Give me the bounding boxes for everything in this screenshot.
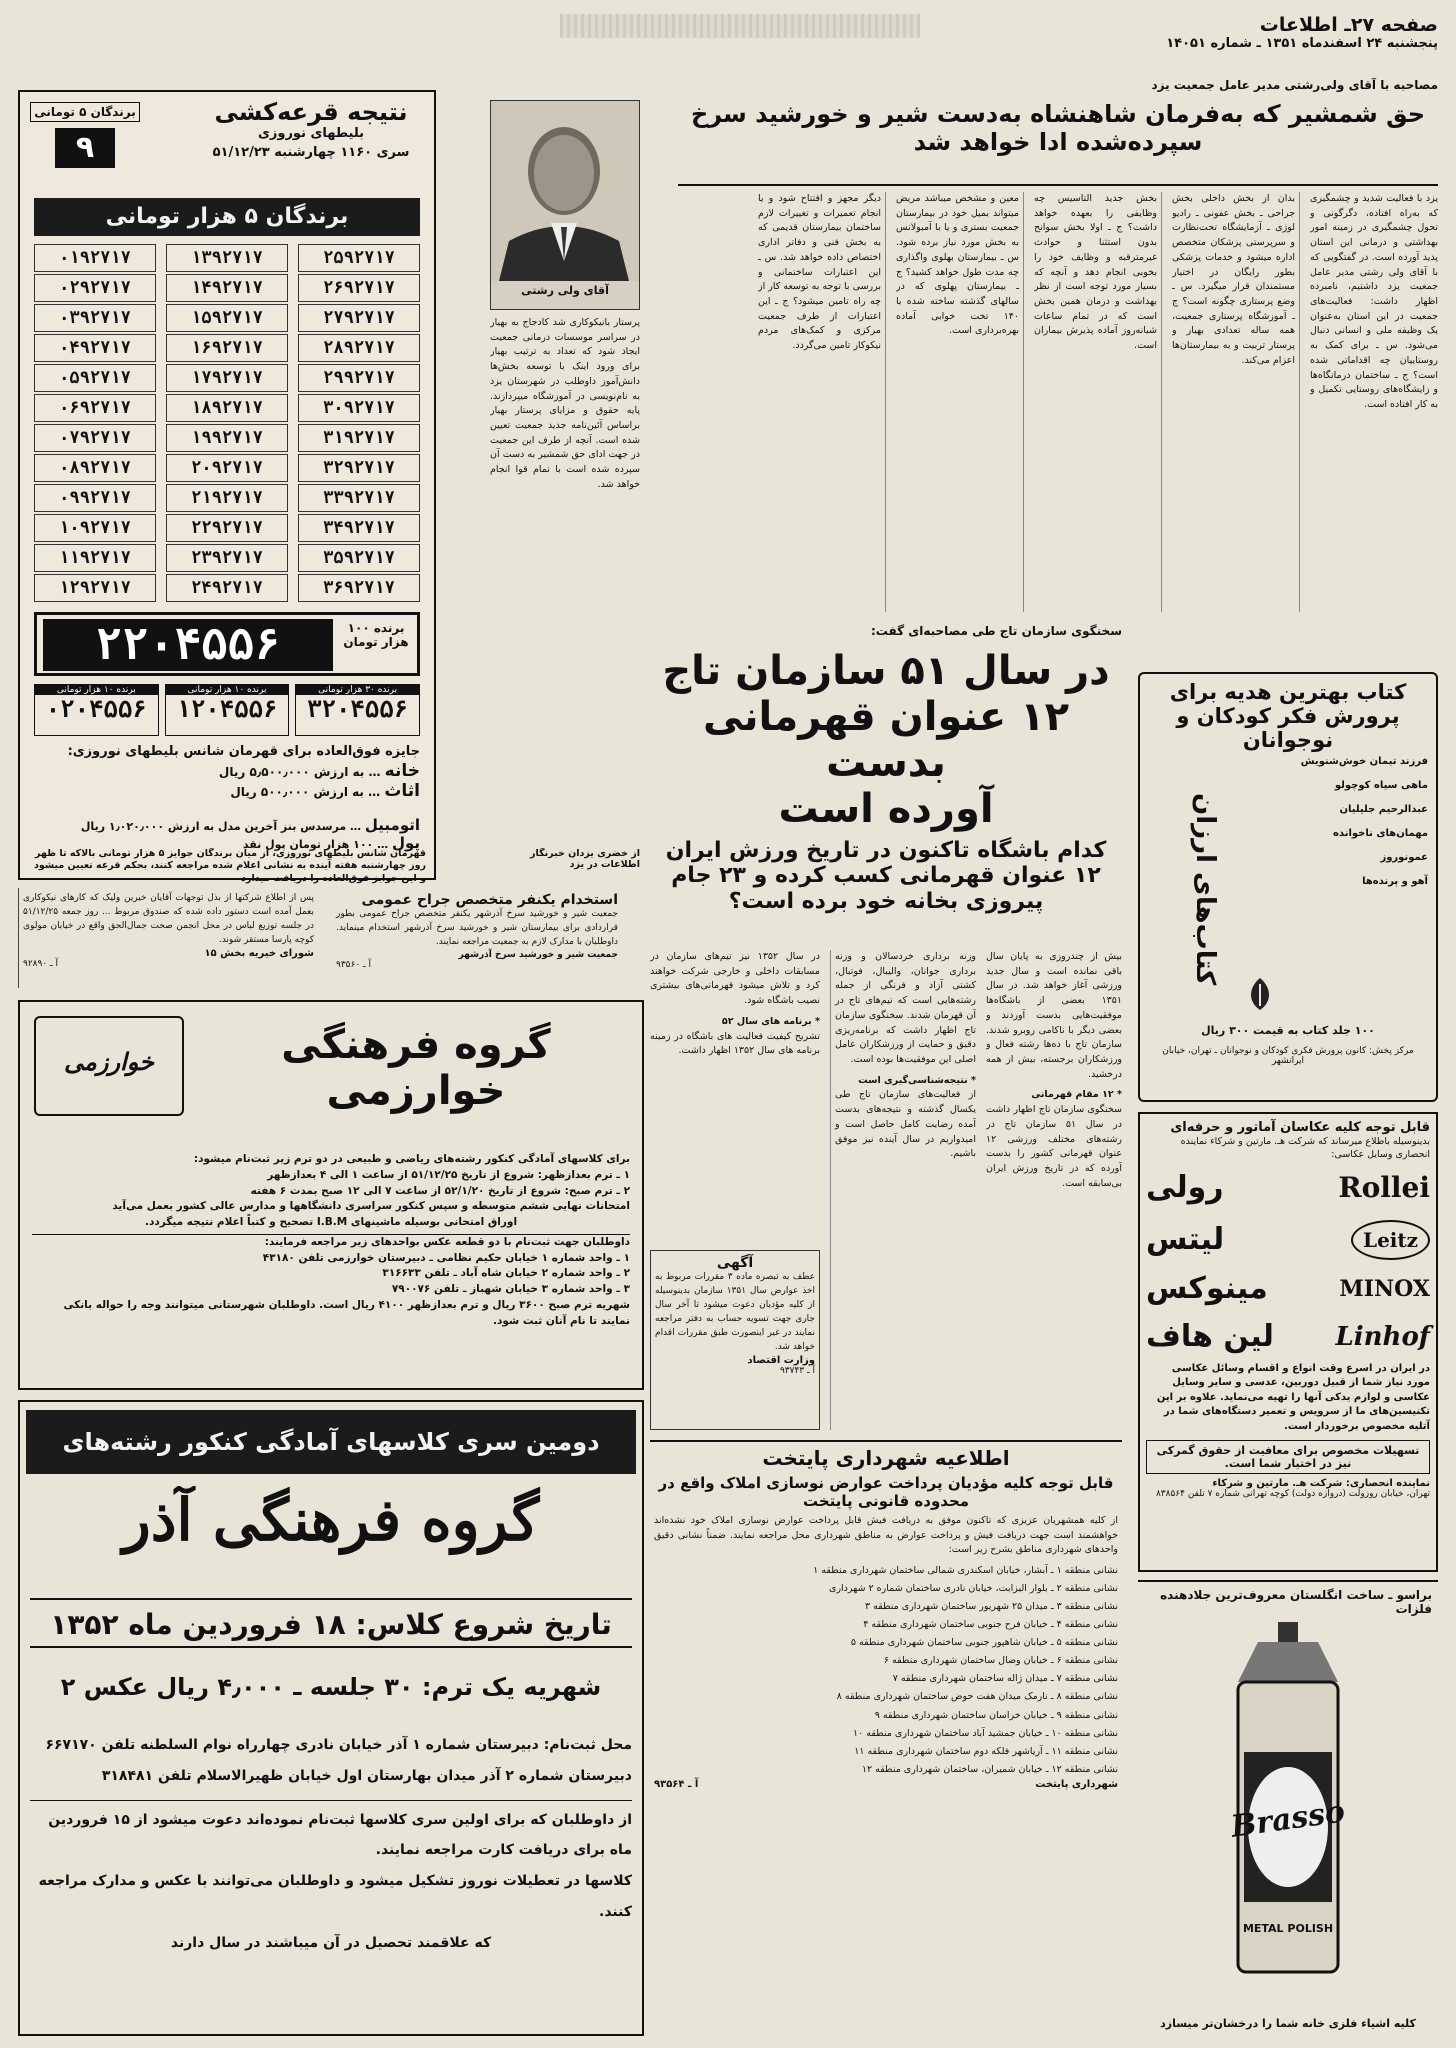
interview-kicker bbox=[448, 78, 1438, 98]
taj-section-1: * ۱۲ مقام قهرمانی bbox=[1031, 1089, 1122, 1101]
kharazmi-intro: برای کلاسهای آمادگی کنکور رشته‌های ریاضی و طبیعی در دو ترم زیر ثبت‌نام میشود: bbox=[193, 1153, 630, 1165]
book-emblem-icon bbox=[1240, 974, 1280, 1014]
grand-prize-number: ۲۲۰۴۵۵۶ bbox=[43, 619, 333, 671]
camera-ad-body: در ایران در اسرع وقت انواع و اقسام وسائل عکاسی مورد نیاز شما از قبیل دوربین، عدسی و سایر وسایل عکاسی و لوازم یدکی آنها را تهیه می‌نماید. علاوه بر این تکنیسین‌های ما از سرویس و تعمیر دستگاه‌های شما در آتلیه مخصوص برخوردار است. bbox=[1156, 1362, 1430, 1432]
azar-start-date: تاریخ شروع کلاس: ۱۸ فروردین ماه ۱۳۵۲ bbox=[30, 1598, 632, 1648]
taj-section-2-text: از فعالیت‌های سازمان تاج طی یکسال گذشته و نتیجه‌های بدست آمده رضایت کامل حاصل است و امیدواریم در سال آینده نیز موفق باشیم. bbox=[835, 1089, 976, 1160]
kharazmi-unit: ۲ ـ واحد شماره ۲ خیابان شاه آباد ـ تلفن ۳۱۶۶۳۳ bbox=[382, 1267, 630, 1280]
lottery-number: ۲۰۹۲۷۱۷ bbox=[166, 454, 288, 482]
taj-col-2-text: وزنه برداری خردسالان و وزنه برداری جوانان، والیبال، فوتبال، کشتی آزاد و فرنگی از جمله رشته‌هایی است که تیم‌های تاج در آن قهرمان شدند. سخنگوی سازمان تاج اظهار داشت که برنامه‌ریزی دقیق و حمایت از ورزشکاران عامل اصلی این موفقیت‌ها بوده است. bbox=[835, 951, 976, 1066]
kharazmi-body bbox=[32, 1152, 630, 1382]
interview-col-5: دیگر مجهز و افتتاح شود و یا انجام تعمیرات و تغییرات لازم ساختمان بیمارستان قدیمی که به بخش فنی و دفاتر اداری اختصاص داده خواهد شد. س ـ این اعتبارات ساختمانی و بررسی با توجه به توسعه کار از چه راه تامین میشود؟ ج ـ این اعتبارات از طرف جمعیت مرکزی و کمک‌های مردم نیکوکار تامین می‌گردد. bbox=[758, 192, 886, 612]
interview-headline-1: حق شمشیر که به‌فرمان شاهنشاه به‌دست شیر و خورشید سرخ bbox=[690, 100, 1426, 128]
azar-name: گروه فرهنگی آذر bbox=[122, 1486, 540, 1554]
kharazmi-logo-text: خوارزمی bbox=[64, 1048, 154, 1076]
lottery-number: ۲۳۹۲۷۱۷ bbox=[166, 544, 288, 572]
special-prize-value: به ارزش ۵۰۰٫۰۰۰ ریال bbox=[230, 785, 364, 799]
five-toman-digit: ۹ bbox=[55, 128, 115, 168]
kharazmi-title-1: گروه فرهنگی bbox=[281, 1022, 551, 1068]
brand-latin: Linhof bbox=[1335, 1321, 1430, 1352]
taj-section-2: * نتیجه‌شناسی‌گیری است bbox=[858, 1074, 976, 1086]
lottery-number: ۳۶۹۲۷۱۷ bbox=[298, 574, 420, 602]
sub-prize-number: ۰۲۰۴۵۵۶ bbox=[45, 695, 147, 723]
taj-col-3 bbox=[650, 950, 820, 1240]
special-prize-value: ۱۰۰ هزار تومان پول نقد bbox=[242, 838, 374, 851]
tax-region: نشانی منطقه ۵ ـ خیابان شاهپور جنوبی ساختمان شهرداری منطقه ۵ bbox=[850, 1637, 1118, 1649]
small-notice-body: عطف به تبصره ماده ۳ مقررات مربوط به اخذ عوارض سال ۱۳۵۱ سازمان بدینوسیله از کلیه مؤدیان دعوت میشود تا آخر سال جاری جهت تسویه حساب به دفتر مراجعه نمایند در غیر اینصورت طبق مقررات اقدام خواهد شد. bbox=[655, 1272, 815, 1352]
taj-col-2 bbox=[830, 950, 976, 1430]
kharazmi-fee: شهریه ترم صبح ۳۶۰۰ ریال و ترم بعدازظهر ۴۱۰۰ ریال است. داوطلبان شهرستانی میتوانند وجه را حواله بانکی نمایند تا نام آنان ثبت شود. bbox=[63, 1298, 630, 1327]
small-notice-title: آگهی bbox=[716, 1255, 754, 1271]
lottery-number: ۱۶۹۲۷۱۷ bbox=[166, 334, 288, 362]
kharazmi-ibm: اوراق امتحانی بوسیله ماشینهای I.B.M تصحیح و کتباً اعلام نتیجه میگردد. bbox=[144, 1216, 518, 1228]
tax-region: نشانی منطقه ۳ ـ میدان ۲۵ شهریور ساختمان شهرداری منطقه ۳ bbox=[864, 1601, 1118, 1613]
lottery-number: ۳۴۹۲۷۱۷ bbox=[298, 514, 420, 542]
azar-fee: شهریه یک ترم: ۳۰ جلسه ـ ۴٫۰۰۰ ریال عکس ۲ bbox=[60, 1673, 602, 1701]
special-prize-row: اثاث … به ارزش ۵۰۰٫۰۰۰ ریال bbox=[230, 781, 420, 801]
brasso-can bbox=[1218, 1622, 1358, 1982]
brand-persian: لیتس bbox=[1146, 1222, 1225, 1258]
book-footer: مرکز پخش: کانون پرورش فکری کودکان و نوجوانان ـ تهران، خیابان ایرانشهر bbox=[1162, 1046, 1414, 1066]
portrait-image bbox=[490, 101, 639, 281]
charity-notice-body: پس از اطلاع شرکتها از بذل توجهات آقایان خیرین ولیک که کارهای نیکوکاری بعمل آمده است دستور داده شده که صندوق مربوط ... روز جمعه ۵۱/۱۲/۲۵ در جلسه توزیع لباس در محل انجمن صحت جمال‌الحق واقع در خیابان مولوی کوچه پارسا مستقر شوند. bbox=[23, 893, 314, 945]
kharazmi-unit: ۱ ـ واحد شماره ۱ خیابان حکیم نظامی ـ دبیرستان خوارزمی تلفن ۴۳۱۸۰ bbox=[262, 1251, 630, 1264]
kharazmi-logo bbox=[34, 1016, 184, 1116]
taj-col-1-text: بیش از چندروزی به پایان سال باقی نمانده است و سال جدید ورزشی آغاز خواهد شد. در سال ۱۳۵۱ بعضی از باشگاه‌ها موفقیت‌هایی بدست آوردند و بعضی دیگر با ناکامی روبرو شدند. سازمان تاج با ده‌ها رشته فعال و ورزشکاران برجسته، بیش از همه درخشید. bbox=[986, 951, 1122, 1080]
reporter-credit: از خضری یزدان خبرنگار اطلاعات در یزد bbox=[530, 848, 640, 870]
lottery-number: ۳۱۹۲۷۱۷ bbox=[298, 424, 420, 452]
special-prize-row: پول … ۱۰۰ هزار تومان پول نقد bbox=[242, 834, 420, 852]
lottery-number: ۱۷۹۲۷۱۷ bbox=[166, 364, 288, 392]
lottery-number: ۲۴۹۲۷۱۷ bbox=[166, 574, 288, 602]
brand-latin: MINOX bbox=[1339, 1275, 1430, 1302]
tax-region: نشانی منطقه ۴ ـ خیابان فرح جنوبی ساختمان شهرداری منطقه ۴ bbox=[863, 1619, 1118, 1631]
doctor-ad-title: استخدام یکنفر متخصص جراح عمومی bbox=[361, 892, 618, 908]
lottery-number: ۱۳۹۲۷۱۷ bbox=[166, 244, 288, 272]
sub-prize-number: ۱۲۰۴۵۵۶ bbox=[176, 695, 278, 723]
tax-notice-title-2: محدوده قانونی پایتخت bbox=[802, 1492, 970, 1510]
tax-region: نشانی منطقه ۱۱ ـ آریاشهر فلکه دوم ساختمان شهرداری منطقه ۱۱ bbox=[854, 1745, 1118, 1757]
lottery-results-box bbox=[18, 90, 436, 880]
lottery-number: ۰۸۹۲۷۱۷ bbox=[34, 454, 156, 482]
charity-notice-code: آ ـ ۹۲۸۹۰ bbox=[23, 958, 59, 969]
lottery-number: ۲۲۹۲۷۱۷ bbox=[166, 514, 288, 542]
book-side-title: کتاب‌های ارزان bbox=[1190, 792, 1220, 986]
kharazmi-reg-title: داوطلبان جهت ثبت‌نام با دو قطعه عکس بواحدهای زیر مراجعه فرمایند: bbox=[32, 1234, 630, 1251]
book-ad bbox=[1138, 672, 1438, 1102]
book-item: آهو و پرنده‌ها bbox=[1362, 876, 1428, 887]
azar-note: کلاسها در تعطیلات نوروز تشکیل میشود و داوطلبان می‌توانند با عکس و مدارک مراجعه کنند. bbox=[38, 1873, 632, 1920]
taj-sub-1: کدام باشگاه تاکنون در تاریخ ورزش ایران bbox=[665, 838, 1107, 863]
charity-notice bbox=[18, 888, 318, 988]
doctor-ad-code: آ ـ ۹۳۵۶۰ bbox=[336, 959, 372, 970]
lottery-number: ۱۱۹۲۷۱۷ bbox=[34, 544, 156, 572]
tax-region: نشانی منطقه ۷ ـ میدان ژاله ساختمان شهرداری منطقه ۷ bbox=[892, 1673, 1118, 1685]
interview-kicker-text: مصاحبه با آقای ولی‌رشتی مدیر عامل جمعیت یزد bbox=[1151, 78, 1438, 92]
sub-prize-label: برنده ۱۰ هزار تومانی bbox=[35, 685, 158, 695]
taj-col-3-text: در سال ۱۳۵۲ نیز تیم‌های سازمان در مسابقات داخلی و خارجی شرکت خواهند کرد و تلاش میشود قهرمانی‌های بیشتری نصیب باشگاه شود. bbox=[650, 951, 820, 1007]
tax-notice bbox=[650, 1440, 1122, 2036]
lottery-number: ۲۶۹۲۷۱۷ bbox=[298, 274, 420, 302]
small-notice bbox=[650, 1250, 820, 1430]
brasso-ad bbox=[1138, 1580, 1438, 2036]
brasso-footer: کلیه اشیاء فلزی خانه شما را درخشان‌تر میسازد bbox=[1160, 2017, 1416, 2030]
camera-ad-benefit: تسهیلات مخصوص برای معافیت از حقوق گمرکی نیز در اختیار شما است. bbox=[1146, 1440, 1430, 1474]
sub-prize-number: ۳۲۰۴۵۵۶ bbox=[307, 695, 409, 723]
taj-section-1-text: سخنگوی سازمان تاج اظهار داشت در سال ۵۱ سازمان تاج در رشته‌های مختلف ورزشی ۱۲ عنوان قهرمانی کشور را بدست آورده که در تاریخ ورزش ایران بی‌سابقه است. bbox=[986, 1104, 1122, 1189]
small-notice-sign: وزارت اقتصاد bbox=[747, 1354, 815, 1366]
doctor-ad-sign: جمعیت شیر و خورشید سرخ آذرشهر bbox=[458, 949, 618, 960]
taj-kicker bbox=[650, 624, 1122, 644]
brand-row bbox=[1146, 1162, 1430, 1214]
interview-col-4: معین و مشخص میباشد مریض میتواند بمیل خود در بیمارستان جمعیت بستری و یا با آمبولانس به بخش مورد نیاز برده شود. س ـ بیمارستان بهلوی واگذاری چه مدت طول خواهد کشید؟ ج ـ بیمارستان پهلوی که در سالهای گذشته ساخته شده با ۱۴۰ تخت خوابی آماده بهره‌برداری است. bbox=[896, 192, 1024, 612]
interview-col-3: بخش جدید التاسیس چه وظایفی را بعهده خواهد داشت؟ ج ـ اولا بخش سوانح بدون استثنا و حوادث غیرمترقبه و وظایف خود را بخوبی انجام دهد و آنچه که بسیار مورد توجه است از نظر بهداشت و درمان همین بخش است که در تمام ساعات شبانه‌روز آماده پذیرش بیماران است. bbox=[1034, 192, 1162, 612]
tax-region: نشانی منطقه ۱۰ ـ خیابان جمشید آباد ساختمان شهرداری منطقه ۱۰ bbox=[853, 1727, 1118, 1739]
lottery-number: ۱۲۹۲۷۱۷ bbox=[34, 574, 156, 602]
book-item: عمونوروز bbox=[1380, 852, 1428, 863]
special-prize-value: مرسدس بنز آخرین مدل به ارزش ۱٫۰۲۰٫۰۰۰ ریال bbox=[80, 820, 347, 833]
tax-notice-footer: شهرداری پایتخت bbox=[1035, 1778, 1118, 1790]
tax-notice-title-1: قابل توجه کلیه مؤدیان پرداخت عوارض نوسازی املاک واقع در bbox=[658, 1474, 1114, 1492]
book-ad-title-2: پرورش فکر کودکان و نوجوانان bbox=[1176, 704, 1400, 752]
doctor-hiring-ad bbox=[332, 888, 622, 988]
taj-col-1 bbox=[986, 950, 1122, 1430]
lottery-number: ۱۸۹۲۷۱۷ bbox=[166, 394, 288, 422]
lottery-number: ۱۴۹۲۷۱۷ bbox=[166, 274, 288, 302]
taj-headline bbox=[650, 648, 1122, 948]
interview-col-2: بدان از بخش داخلی بخش جراحی ـ بخش عفونی ـ رادیو لوژی ـ آزمایشگاه تحت‌نظارت و سرپرستی پزشکان متخصص اداره میشود و خدمات پزشکی بطور رایگان در اختیار مستمندان قرار میگیرد. س ـ وضع پرستاری چگونه است؟ ج ـ آموزشگاه پرستاری جمعیت، همه ساله تعدادی بهیار و پرستار تربیت و به بیمارستان‌ها اعزام می‌کند. bbox=[1172, 192, 1300, 612]
lottery-number: ۱۵۹۲۷۱۷ bbox=[166, 304, 288, 332]
doctor-ad-body: جمعیت شیر و خورشید سرخ آذرشهر یکنفر متخصص جراح عمومی بطور قراردادی برای بیمارستان شیر و خورشید سرخ آذرشهر استخدام مینماید. داوطلبان با مدارک لازم به جمعیت مراجعه نمایند. bbox=[336, 909, 618, 947]
lottery-number: ۰۹۹۲۷۱۷ bbox=[34, 484, 156, 512]
brasso-title: براسو ـ ساخت انگلستان معروف‌ترین جلادهنده فلزات bbox=[1160, 1588, 1432, 1616]
lottery-footer: قهرمان شانس بلیطهای نوروزی، از میان برندگان جوایز ۵ هزار تومانی بالاکه تا ظهر روز چهارشنبه هفته آینده به نشانی اعلام شده مراجعه کنند، بحکم قرعه تعیین میشود و این جوایز فوق‌العاده را دریافت میدارد bbox=[33, 848, 426, 884]
lottery-number: ۲۱۹۲۷۱۷ bbox=[166, 484, 288, 512]
taj-sub-3: پیروزی بخانه خود برده است؟ bbox=[728, 888, 1044, 914]
book-item: فرزند تیمان خوش‌شنویش bbox=[1300, 756, 1428, 767]
camera-ad-agent: نماینده انحصاری: شرکت هـ. مارتین و شرکاء bbox=[1212, 1478, 1430, 1490]
taj-section-3: * برنامه های سال ۵۲ bbox=[721, 1015, 820, 1027]
special-prize-name: خانه bbox=[384, 761, 420, 781]
special-prize-row: خانه … به ارزش ۵٫۵۰۰٫۰۰۰ ریال bbox=[218, 761, 420, 781]
taj-headline-1: در سال ۵۱ سازمان تاج bbox=[662, 648, 1110, 694]
brand-persian: لین هاف bbox=[1146, 1319, 1274, 1355]
grid-title: برندگان ۵ هزار تومانی bbox=[34, 198, 420, 236]
tax-notice-kicker: اطلاعیه شهرداری پایتخت bbox=[762, 1446, 1010, 1470]
masthead-shadow bbox=[560, 14, 920, 38]
small-notice-code: آ ـ ۹۳۷۴۳ bbox=[779, 1365, 815, 1376]
brand-persian: مینوکس bbox=[1146, 1271, 1268, 1307]
grand-prize-label: برنده ۱۰۰ هزار تومان bbox=[343, 621, 409, 649]
sub-prize bbox=[295, 684, 420, 736]
tax-region: نشانی منطقه ۶ ـ خیابان وصال ساختمان شهرداری منطقه ۶ bbox=[883, 1655, 1118, 1667]
interview-headline bbox=[678, 100, 1438, 186]
kharazmi-ad bbox=[18, 1000, 644, 1390]
tax-region: نشانی منطقه ۹ ـ خیابان خراسان ساختمان شهرداری منطقه ۹ bbox=[874, 1709, 1118, 1721]
kharazmi-term: ۲ ـ ترم صبح: شروع از تاریخ ۵۲/۱/۲۰ از ساعت ۷ الی ۱۲ صبح بمدت ۶ هفته bbox=[250, 1184, 630, 1197]
special-title: جایزه فوق‌العاده برای قهرمان شانس بلیطهای نوروزی: bbox=[67, 744, 420, 759]
five-toman-block bbox=[30, 102, 140, 174]
tax-notice-footer-row bbox=[654, 1779, 1118, 1790]
tax-notice-code: آ ـ ۹۳۵۶۴ bbox=[654, 1778, 699, 1790]
lottery-number: ۳۳۹۲۷۱۷ bbox=[298, 484, 420, 512]
brasso-brand: Brasso bbox=[1228, 1794, 1348, 1845]
azar-ad bbox=[18, 1400, 644, 2036]
sub-prize bbox=[165, 684, 290, 736]
book-item: مهمان‌های ناخوانده bbox=[1333, 828, 1428, 839]
book-price: ۱۰۰ جلد کتاب به قیمت ۳۰۰ ریال bbox=[1201, 1024, 1375, 1037]
sub-prize bbox=[34, 684, 159, 736]
photo-caption: آقای ولی رشتی bbox=[521, 284, 609, 297]
lottery-number: ۲۹۹۲۷۱۷ bbox=[298, 364, 420, 392]
special-prize-value: به ارزش ۵٫۵۰۰٫۰۰۰ ریال bbox=[218, 765, 365, 779]
brasso-metal: METAL POLISH bbox=[1242, 1922, 1334, 1935]
interviewee-photo bbox=[490, 100, 640, 310]
camera-ad-title: قابل توجه کلیه عکاسان آماتور و حرفه‌ای bbox=[1170, 1120, 1430, 1135]
book-ad-title-1: کتاب بهترین هدیه برای bbox=[1169, 680, 1407, 704]
brand-persian: رولی bbox=[1146, 1170, 1224, 1206]
sub-prizes bbox=[34, 684, 420, 736]
five-toman-label: برندگان ۵ تومانی bbox=[30, 102, 140, 122]
grand-prize bbox=[34, 612, 420, 676]
lottery-number: ۰۵۹۲۷۱۷ bbox=[34, 364, 156, 392]
camera-ad bbox=[1138, 1112, 1438, 1572]
kharazmi-term: ۱ ـ ترم بعدازظهر: شروع از تاریخ ۵۱/۱۲/۲۵ از ساعت ۱ الی ۴ بعدازظهر bbox=[267, 1168, 630, 1181]
brand-row bbox=[1146, 1214, 1430, 1266]
lottery-number: ۰۷۹۲۷۱۷ bbox=[34, 424, 156, 452]
special-prize-name: پول bbox=[391, 834, 420, 852]
brand-row bbox=[1146, 1312, 1430, 1362]
azar-details bbox=[30, 1730, 632, 2030]
taj-sub-2: ۱۲ عنوان قهرمانی کسب کرده و ۲۳ جام bbox=[671, 863, 1101, 889]
tax-region-list bbox=[654, 1562, 1118, 1779]
special-prize-row: اتومبیل … مرسدس بنز آخرین مدل به ارزش ۱٫۰۲۰٫۰۰۰ ریال bbox=[80, 816, 420, 834]
taj-headline-3: آورده است bbox=[778, 786, 994, 832]
taj-kicker-text: سخنگوی سازمان تاج طی مصاحبه‌ای گفت: bbox=[870, 624, 1122, 638]
interview-col-6: پرستار بانیکوکاری شد کادجاج به بهیار در سراسر موسسات درمانی جمعیت ایجاد شود که تعداد به ترتیب بهیار برای ورود اینک با توسعه بخش‌ها دانش‌آموز داوطلب در شهرستان یزد به نام‌نویسی در آموزشگاه میپردازند. پایه حقوق و مزایای پرستار بهیار براساس آئین‌نامه جدید جمعیت تعیین شده است. آنچه از طرف این جمعیت در جهت ادای حق شمشیر به دست آن سپرده شده است با تمام قوا انجام خواهد شد. bbox=[490, 317, 640, 490]
tax-notice-intro: از کلیه همشهریان عزیزی که تاکنون موفق به دریافت فیش قابل پرداخت عوارض نوسازی املاک خود نشده‌اند خواهشمند است جهت دریافت فیش و پرداخت عوارض به مناطق شهرداری محل مراجعه نمایند. ضمناً نشانی دقیق واحدهای شهرداری مناطق بشرح زیر است: bbox=[654, 1515, 1118, 1556]
charity-notice-sign: شورای خیریه بخش ۱۵ bbox=[204, 947, 314, 959]
lottery-number: ۰۴۹۲۷۱۷ bbox=[34, 334, 156, 362]
lottery-number-grid bbox=[34, 244, 420, 604]
kharazmi-title bbox=[200, 1022, 632, 1142]
azar-place: محل ثبت‌نام: دبیرستان شماره ۱ آذر خیابان نادری چهارراه نوام السلطنه تلفن ۶۶۷۱۷۰ bbox=[45, 1737, 632, 1753]
lottery-number: ۰۲۹۲۷۱۷ bbox=[34, 274, 156, 302]
special-prize-name: اثاث bbox=[384, 781, 420, 801]
lottery-number: ۱۹۹۲۷۱۷ bbox=[166, 424, 288, 452]
brand-row bbox=[1146, 1266, 1430, 1312]
issue-date: پنجشنبه ۲۴ اسفندماه ۱۳۵۱ ـ شماره ۱۴۰۵۱ bbox=[1166, 36, 1438, 51]
page-header bbox=[1078, 14, 1438, 72]
lottery-number: ۰۶۹۲۷۱۷ bbox=[34, 394, 156, 422]
lottery-number: ۳۵۹۲۷۱۷ bbox=[298, 544, 420, 572]
taj-section-3-text: تشریح کیفیت فعالیت های باشگاه در زمینه برنامه های سال ۱۳۵۲ اظهار داشت. bbox=[650, 1030, 820, 1057]
lottery-subtitle: بلیطهای نوروزی bbox=[257, 126, 365, 141]
tax-region: نشانی منطقه ۱۲ ـ خیابان شمیران، ساختمان شهرداری منطقه ۱۲ bbox=[861, 1763, 1118, 1775]
tax-region: نشانی منطقه ۱ ـ آبشار، خیابان اسکندری شمالی ساختمان شهرداری منطقه ۱ bbox=[813, 1565, 1118, 1577]
lottery-number: ۲۸۹۲۷۱۷ bbox=[298, 334, 420, 362]
brand-latin: Rollei bbox=[1338, 1171, 1430, 1205]
lottery-title-block bbox=[196, 98, 426, 178]
azar-banner: دومین سری کلاسهای آمادگی کنکور رشته‌های bbox=[26, 1410, 636, 1474]
lottery-number: ۲۷۹۲۷۱۷ bbox=[298, 304, 420, 332]
lottery-title: نتیجه قرعه‌کشی bbox=[214, 98, 408, 126]
lottery-number: ۲۵۹۲۷۱۷ bbox=[298, 244, 420, 272]
kharazmi-unit: ۳ ـ واحد شماره ۳ خیابان شهباز ـ تلفن ۷۹۰۰۷۶ bbox=[391, 1283, 630, 1295]
camera-ad-intro: بدینوسیله باطلاع میرساند که شرکت هـ. مارتین و شرکاء نماینده انحصاری وسایل عکاسی: bbox=[1180, 1136, 1430, 1161]
lottery-number: ۳۲۹۲۷۱۷ bbox=[298, 454, 420, 482]
tax-region: نشانی منطقه ۲ ـ بلوار الیزابت، خیابان نادری ساختمان شماره ۲ شهرداری bbox=[829, 1583, 1118, 1595]
camera-ad-address: تهران، خیابان روزولت (دروازه دولت) کوچه تهرانی شماره ۷ تلفن ۸۳۸۵۶۴ bbox=[1155, 1489, 1430, 1500]
lottery-number: ۱۰۹۲۷۱۷ bbox=[34, 514, 156, 542]
lottery-number: ۰۳۹۲۷۱۷ bbox=[34, 304, 156, 332]
sub-prize-label: برنده ۱۰ هزار تومانی bbox=[166, 685, 289, 695]
book-item: عبدالرحیم جلیلیان bbox=[1339, 804, 1428, 815]
azar-note: که علاقمند تحصیل در آن میباشند در سال دارند bbox=[170, 1934, 492, 1951]
kharazmi-exam: امتحانات نهایی ششم متوسطه و سپس کنکور سراسری دانشگاهها و مدارس عالی کشور بعمل می‌آید bbox=[112, 1200, 630, 1213]
lottery-number: ۰۱۹۲۷۱۷ bbox=[34, 244, 156, 272]
special-prize-name: اتومبیل bbox=[364, 816, 420, 834]
lottery-number: ۳۰۹۲۷۱۷ bbox=[298, 394, 420, 422]
taj-headline-2: ۱۲ عنوان قهرمانی بدست bbox=[702, 694, 1069, 786]
sub-prize-label: برنده ۳۰ هزار تومانی bbox=[296, 685, 419, 695]
special-prizes bbox=[34, 744, 420, 814]
kharazmi-title-2: خوارزمی bbox=[326, 1068, 506, 1114]
interview-col-1: یزد با فعالیت شدید و چشمگیری که به‌راه افتاده، دگرگونی و تحول چشمگیری در زمینه امور بهداشتی و درمانی این استان پدید آورده است. در گفتگویی که با آقای ولی رشتی مدیر عامل جمعیت یزد داشتیم، نامبرده اظهار داشت: فعالیت‌های جمعیت در این استان به‌عنوان یک وظیفه ملی و انسانی دنبال می‌شود. س ـ برای کمک به روستاییان چه اقداماتی شده است؟ ج ـ ساختمان درمانگاه‌ها و زایشگاه‌های روستایی تکمیل و به کار افتاده است. bbox=[1310, 193, 1438, 411]
book-list bbox=[1238, 750, 1428, 1010]
page-number: صفحه ۲۷ـ اطلاعات bbox=[1259, 14, 1438, 36]
brand-latin: Leitz bbox=[1351, 1220, 1430, 1260]
tax-region: نشانی منطقه ۸ ـ نارمک میدان هفت حوض ساختمان شهرداری منطقه ۸ bbox=[836, 1691, 1118, 1703]
lottery-draw-info: سری ۱۱۶۰ چهارشنبه ۵۱/۱۲/۲۳ bbox=[212, 145, 410, 160]
azar-note: از داوطلبان که برای اولین سری کلاسها ثبت‌نام نموده‌اند دعوت میشود از ۱۵ فروردین ماه برای دریافت کارت مراجعه نمایند. bbox=[30, 1800, 632, 1867]
book-item: ماهی سیاه کوچولو bbox=[1334, 780, 1428, 791]
azar-place: دبیرستان شماره ۲ آذر میدان بهارستان اول خیابان ظهیرالاسلام تلفن ۳۱۸۴۸۱ bbox=[101, 1767, 632, 1784]
interview-headline-2: سپرده‌شده ادا خواهد شد bbox=[913, 128, 1203, 156]
